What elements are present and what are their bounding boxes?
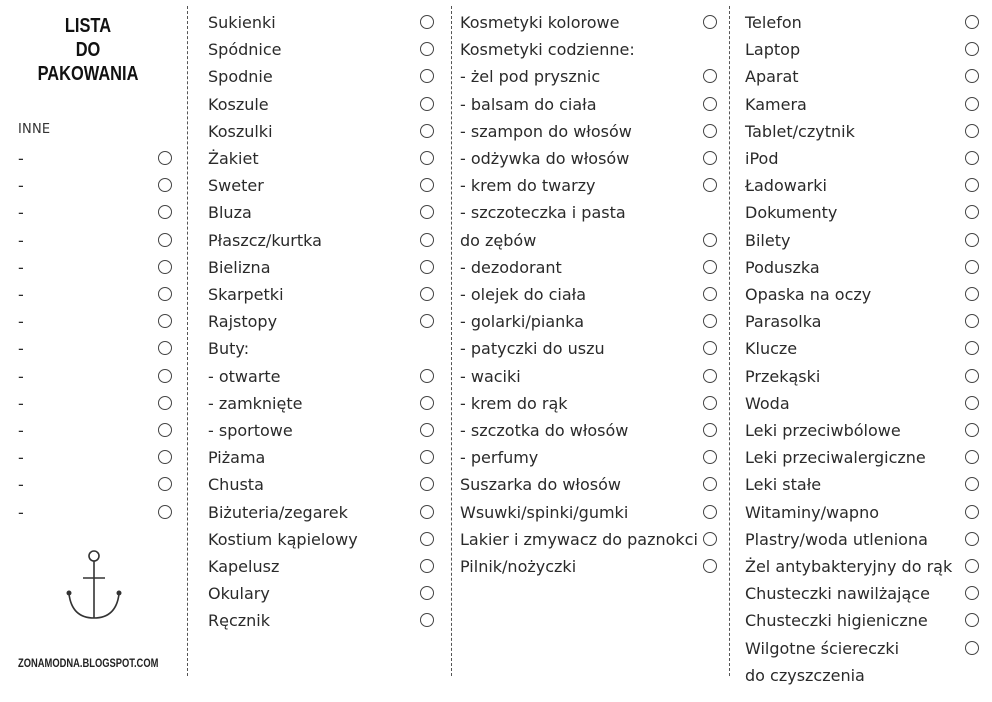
checklist-item bbox=[745, 662, 979, 689]
item-label: Leki przeciwalergiczne bbox=[745, 448, 926, 468]
item-label: - krem do rąk bbox=[460, 393, 568, 413]
checklist-item bbox=[745, 308, 979, 335]
checkbox-circle[interactable] bbox=[420, 613, 434, 627]
checkbox-circle[interactable] bbox=[965, 97, 979, 111]
checklist-item bbox=[208, 227, 440, 254]
checkbox-circle[interactable] bbox=[703, 505, 717, 519]
checklist-item bbox=[745, 36, 979, 63]
checkbox-circle[interactable] bbox=[158, 260, 172, 274]
checkbox-circle[interactable] bbox=[703, 341, 717, 355]
item-label: Piżama bbox=[208, 448, 266, 468]
checkbox-circle[interactable] bbox=[420, 586, 434, 600]
checkbox-circle[interactable] bbox=[965, 532, 979, 546]
checkbox-circle[interactable] bbox=[158, 505, 172, 519]
checklist-item bbox=[745, 471, 979, 498]
checklist-item bbox=[208, 63, 440, 90]
checkbox-circle[interactable] bbox=[965, 233, 979, 247]
checklist-item bbox=[208, 363, 440, 390]
blank-line-marker: - bbox=[18, 421, 24, 440]
item-label: - krem do twarzy bbox=[460, 176, 596, 196]
checkbox-circle[interactable] bbox=[158, 233, 172, 247]
blank-line-marker: - bbox=[18, 312, 24, 332]
checkbox-circle[interactable] bbox=[965, 505, 979, 519]
checklist-item bbox=[460, 335, 722, 362]
checkbox-circle[interactable] bbox=[158, 341, 172, 355]
item-label: Okulary bbox=[208, 584, 270, 604]
checkbox-circle[interactable] bbox=[420, 97, 434, 111]
title-line-3: PAKOWANIA bbox=[37, 63, 139, 85]
checklist-item bbox=[208, 444, 440, 471]
checklist-item bbox=[208, 499, 440, 526]
checklist-item bbox=[208, 36, 440, 63]
checkbox-circle[interactable] bbox=[965, 369, 979, 383]
checkbox-circle[interactable] bbox=[420, 42, 434, 56]
inne-row bbox=[18, 499, 176, 526]
checkbox-circle[interactable] bbox=[965, 151, 979, 165]
inne-row bbox=[18, 281, 176, 308]
checklist-item bbox=[460, 227, 722, 254]
checklist-item bbox=[460, 63, 722, 90]
item-label: Bielizna bbox=[208, 257, 271, 277]
checklist-item bbox=[208, 9, 440, 36]
checkbox-circle[interactable] bbox=[158, 450, 172, 464]
inne-row bbox=[18, 471, 176, 498]
checkbox-circle[interactable] bbox=[965, 314, 979, 328]
checklist-item bbox=[745, 499, 979, 526]
inne-row bbox=[18, 444, 176, 471]
item-label: - odżywka do włosów bbox=[460, 149, 630, 168]
column-divider-3 bbox=[729, 6, 730, 676]
item-label: Biżuteria/zegarek bbox=[208, 502, 348, 522]
checkbox-circle[interactable] bbox=[965, 423, 979, 437]
checkbox-circle[interactable] bbox=[965, 641, 979, 655]
checklist-item bbox=[745, 417, 979, 444]
checkbox-circle[interactable] bbox=[420, 260, 434, 274]
cosmetics-column bbox=[460, 0, 722, 702]
checkbox-circle[interactable] bbox=[703, 450, 717, 464]
item-label: Kapelusz bbox=[208, 557, 280, 576]
checkbox-circle[interactable] bbox=[703, 260, 717, 274]
checklist-item bbox=[745, 553, 979, 580]
item-label: Pilnik/nożyczki bbox=[460, 557, 577, 576]
item-label: Bluza bbox=[208, 203, 252, 223]
blank-line-marker: - bbox=[18, 285, 24, 304]
checkbox-circle[interactable] bbox=[158, 423, 172, 437]
checklist-item bbox=[208, 91, 440, 118]
column-divider-1 bbox=[187, 6, 188, 676]
checkbox-circle[interactable] bbox=[420, 233, 434, 247]
checklist-item bbox=[208, 199, 440, 226]
checkbox-circle[interactable] bbox=[703, 396, 717, 410]
checklist-item bbox=[745, 118, 979, 145]
item-label: Chusteczki nawilżające bbox=[745, 584, 930, 604]
inne-row bbox=[18, 363, 176, 390]
checkbox-circle[interactable] bbox=[420, 369, 434, 383]
checklist-item bbox=[745, 635, 979, 662]
checkbox-circle[interactable] bbox=[703, 559, 717, 573]
checkbox-circle[interactable] bbox=[965, 124, 979, 138]
checklist-item bbox=[460, 499, 722, 526]
checklist-item bbox=[745, 390, 979, 417]
anchor-icon bbox=[62, 548, 126, 624]
blank-line-marker: - bbox=[18, 149, 24, 168]
checkbox-circle[interactable] bbox=[703, 314, 717, 328]
item-label: Aparat bbox=[745, 67, 799, 87]
item-label: Żakiet bbox=[208, 149, 259, 168]
checkbox-circle[interactable] bbox=[965, 205, 979, 219]
item-label: Dokumenty bbox=[745, 203, 838, 223]
checklist-item bbox=[460, 172, 722, 199]
item-label: Bilety bbox=[745, 230, 791, 250]
item-label: - otwarte bbox=[208, 366, 281, 386]
checklist-item bbox=[208, 145, 440, 172]
item-label: Koszulki bbox=[208, 121, 273, 141]
checkbox-circle[interactable] bbox=[965, 613, 979, 627]
checkbox-circle[interactable] bbox=[420, 151, 434, 165]
item-label: Chusteczki higieniczne bbox=[745, 611, 928, 631]
checklist-item bbox=[460, 417, 722, 444]
item-label: Kamera bbox=[745, 94, 807, 114]
checkbox-circle[interactable] bbox=[158, 205, 172, 219]
checklist-item bbox=[460, 390, 722, 417]
checkbox-circle[interactable] bbox=[703, 477, 717, 491]
checkbox-circle[interactable] bbox=[158, 314, 172, 328]
checklist-item bbox=[745, 145, 979, 172]
checklist-item bbox=[745, 199, 979, 226]
checkbox-circle[interactable] bbox=[158, 477, 172, 491]
item-label: do zębów bbox=[460, 230, 537, 250]
item-label: Koszule bbox=[208, 94, 269, 114]
item-label: Kostium kąpielowy bbox=[208, 529, 358, 549]
inne-row bbox=[18, 417, 176, 444]
blank-line-marker: - bbox=[18, 393, 24, 413]
checkbox-circle[interactable] bbox=[965, 69, 979, 83]
clothing-column bbox=[208, 0, 440, 702]
checklist-item bbox=[208, 118, 440, 145]
item-label: Parasolka bbox=[745, 312, 822, 332]
checkbox-circle[interactable] bbox=[965, 178, 979, 192]
item-label: Rajstopy bbox=[208, 312, 278, 332]
checklist-item bbox=[460, 145, 722, 172]
blank-line-marker: - bbox=[18, 339, 24, 359]
item-label: Chusta bbox=[208, 475, 264, 495]
checkbox-circle[interactable] bbox=[965, 287, 979, 301]
item-label: Płaszcz/kurtka bbox=[208, 230, 322, 250]
checkbox-circle[interactable] bbox=[420, 287, 434, 301]
item-label: Laptop bbox=[745, 40, 801, 60]
item-label: Wilgotne ściereczki bbox=[745, 638, 900, 658]
item-label: Plastry/woda utleniona bbox=[745, 529, 928, 549]
item-label: - dezodorant bbox=[460, 257, 562, 277]
checkbox-circle[interactable] bbox=[965, 260, 979, 274]
checklist-item bbox=[745, 91, 979, 118]
checklist-item bbox=[460, 36, 722, 63]
item-label: - balsam do ciała bbox=[460, 94, 597, 114]
item-label: Witaminy/wapno bbox=[745, 502, 879, 522]
checklist-item bbox=[745, 363, 979, 390]
item-label: Poduszka bbox=[745, 257, 820, 277]
inne-row bbox=[18, 227, 176, 254]
inne-row bbox=[18, 308, 176, 335]
item-label: - szampon do włosów bbox=[460, 121, 632, 141]
item-label: - waciki bbox=[460, 366, 521, 386]
checkbox-circle[interactable] bbox=[703, 178, 717, 192]
item-label: - olejek do ciała bbox=[460, 285, 587, 304]
checklist-item bbox=[460, 308, 722, 335]
checkbox-circle[interactable] bbox=[158, 369, 172, 383]
checklist-item bbox=[745, 9, 979, 36]
item-label: Spódnice bbox=[208, 40, 282, 60]
checkbox-circle[interactable] bbox=[420, 477, 434, 491]
item-label: Żel antybakteryjny do rąk bbox=[745, 557, 953, 576]
checklist-item bbox=[460, 471, 722, 498]
checklist-item bbox=[208, 471, 440, 498]
checkbox-circle[interactable] bbox=[158, 178, 172, 192]
page-title bbox=[31, 14, 146, 86]
checkbox-circle[interactable] bbox=[420, 69, 434, 83]
item-label: Sukienki bbox=[208, 13, 276, 32]
blank-line-marker: - bbox=[18, 502, 24, 522]
item-label: Buty: bbox=[208, 339, 250, 359]
item-label: Leki przeciwbólowe bbox=[745, 421, 901, 440]
checklist-item bbox=[208, 526, 440, 553]
blank-line-marker: - bbox=[18, 176, 24, 196]
checklist-item bbox=[745, 172, 979, 199]
item-label: Suszarka do włosów bbox=[460, 475, 621, 495]
title-line-2: DO bbox=[75, 39, 101, 61]
checklist-item bbox=[745, 580, 979, 607]
item-label: Leki stałe bbox=[745, 475, 822, 495]
checkbox-circle[interactable] bbox=[420, 423, 434, 437]
checkbox-circle[interactable] bbox=[965, 42, 979, 56]
checklist-item bbox=[460, 553, 722, 580]
section-label-inne: INNE bbox=[18, 122, 51, 137]
checkbox-circle[interactable] bbox=[703, 124, 717, 138]
checklist-item bbox=[208, 390, 440, 417]
checklist-item bbox=[745, 227, 979, 254]
checkbox-circle[interactable] bbox=[420, 15, 434, 29]
checklist-item bbox=[208, 335, 440, 362]
item-label: Opaska na oczy bbox=[745, 285, 872, 304]
item-label: Skarpetki bbox=[208, 285, 284, 304]
checkbox-circle[interactable] bbox=[703, 423, 717, 437]
checklist-item bbox=[208, 553, 440, 580]
item-label: Kosmetyki codzienne: bbox=[460, 40, 635, 60]
inne-row bbox=[18, 390, 176, 417]
checkbox-circle[interactable] bbox=[703, 287, 717, 301]
checklist-item bbox=[208, 254, 440, 281]
checkbox-circle[interactable] bbox=[965, 15, 979, 29]
item-label: - golarki/pianka bbox=[460, 312, 585, 332]
checklist-item bbox=[745, 63, 979, 90]
checklist-item bbox=[745, 444, 979, 471]
blank-line-marker: - bbox=[18, 366, 24, 386]
blank-line-marker: - bbox=[18, 257, 24, 277]
inne-row bbox=[18, 254, 176, 281]
checkbox-circle[interactable] bbox=[703, 151, 717, 165]
item-label: Ładowarki bbox=[745, 176, 827, 196]
checkbox-circle[interactable] bbox=[965, 559, 979, 573]
checkbox-circle[interactable] bbox=[420, 314, 434, 328]
item-label: - szczotka do włosów bbox=[460, 421, 629, 440]
footer-url: ZONAMODNA.BLOGSPOT.COM bbox=[18, 656, 159, 670]
checkbox-circle[interactable] bbox=[420, 205, 434, 219]
checklist-item bbox=[460, 91, 722, 118]
checklist-item bbox=[745, 281, 979, 308]
checklist-item bbox=[208, 580, 440, 607]
column-divider-2 bbox=[451, 6, 452, 676]
item-label: Lakier i zmywacz do paznokci bbox=[460, 529, 698, 549]
checklist-item bbox=[745, 607, 979, 634]
item-label: Klucze bbox=[745, 339, 798, 359]
item-label: - perfumy bbox=[460, 448, 539, 468]
item-label: - sportowe bbox=[208, 421, 293, 440]
item-label: - żel pod prysznic bbox=[460, 67, 601, 87]
item-label: Telefon bbox=[745, 13, 802, 32]
checkbox-circle[interactable] bbox=[158, 287, 172, 301]
item-label: - szczoteczka i pasta bbox=[460, 203, 626, 223]
checkbox-circle[interactable] bbox=[703, 233, 717, 247]
item-label: Woda bbox=[745, 393, 790, 413]
blank-line-marker: - bbox=[18, 230, 24, 250]
checklist-item bbox=[745, 526, 979, 553]
inne-row bbox=[18, 335, 176, 362]
checkbox-circle[interactable] bbox=[420, 124, 434, 138]
checkbox-circle[interactable] bbox=[420, 396, 434, 410]
checkbox-circle[interactable] bbox=[965, 586, 979, 600]
checklist-item bbox=[208, 417, 440, 444]
blank-line-marker: - bbox=[18, 448, 24, 468]
item-label: Wsuwki/spinki/gumki bbox=[460, 502, 629, 522]
checklist-item bbox=[745, 335, 979, 362]
essentials-column bbox=[745, 0, 979, 702]
item-label: Spodnie bbox=[208, 67, 273, 87]
checklist-item bbox=[208, 308, 440, 335]
checklist-item bbox=[208, 281, 440, 308]
checklist-item bbox=[460, 363, 722, 390]
checklist-item bbox=[460, 118, 722, 145]
checkbox-circle[interactable] bbox=[420, 559, 434, 573]
checklist-item bbox=[208, 607, 440, 634]
item-label: do czyszczenia bbox=[745, 665, 865, 685]
checkbox-circle[interactable] bbox=[158, 151, 172, 165]
blank-line-marker: - bbox=[18, 475, 24, 495]
inne-row bbox=[18, 172, 176, 199]
checklist-item bbox=[460, 526, 722, 553]
inne-row bbox=[18, 199, 176, 226]
checkbox-circle[interactable] bbox=[420, 505, 434, 519]
item-label: - patyczki do uszu bbox=[460, 339, 605, 359]
item-label: Przekąski bbox=[745, 366, 821, 386]
checkbox-circle[interactable] bbox=[420, 450, 434, 464]
checklist-item bbox=[460, 9, 722, 36]
item-label: Sweter bbox=[208, 176, 264, 196]
checkbox-circle[interactable] bbox=[965, 450, 979, 464]
checkbox-circle[interactable] bbox=[703, 97, 717, 111]
checkbox-circle[interactable] bbox=[158, 396, 172, 410]
blank-line-marker: - bbox=[18, 203, 24, 223]
checkbox-circle[interactable] bbox=[420, 178, 434, 192]
sidebar-column bbox=[0, 0, 180, 702]
checkbox-circle[interactable] bbox=[703, 15, 717, 29]
item-label: Tablet/czytnik bbox=[745, 121, 855, 141]
checkbox-circle[interactable] bbox=[965, 477, 979, 491]
checkbox-circle[interactable] bbox=[965, 341, 979, 355]
item-label: Kosmetyki kolorowe bbox=[460, 13, 620, 32]
inne-row bbox=[18, 145, 176, 172]
item-label: Ręcznik bbox=[208, 611, 271, 631]
checkbox-circle[interactable] bbox=[965, 396, 979, 410]
checkbox-circle[interactable] bbox=[703, 369, 717, 383]
checkbox-circle[interactable] bbox=[703, 532, 717, 546]
checklist-item bbox=[208, 172, 440, 199]
checkbox-circle[interactable] bbox=[420, 532, 434, 546]
title-line-1: LISTA bbox=[64, 15, 112, 37]
checklist-item bbox=[460, 444, 722, 471]
checkbox-circle[interactable] bbox=[703, 69, 717, 83]
item-label: iPod bbox=[745, 149, 779, 168]
item-label: - zamknięte bbox=[208, 393, 303, 413]
checklist-item bbox=[745, 254, 979, 281]
checklist-item bbox=[460, 199, 722, 226]
checklist-item bbox=[460, 281, 722, 308]
checklist-item bbox=[460, 254, 722, 281]
